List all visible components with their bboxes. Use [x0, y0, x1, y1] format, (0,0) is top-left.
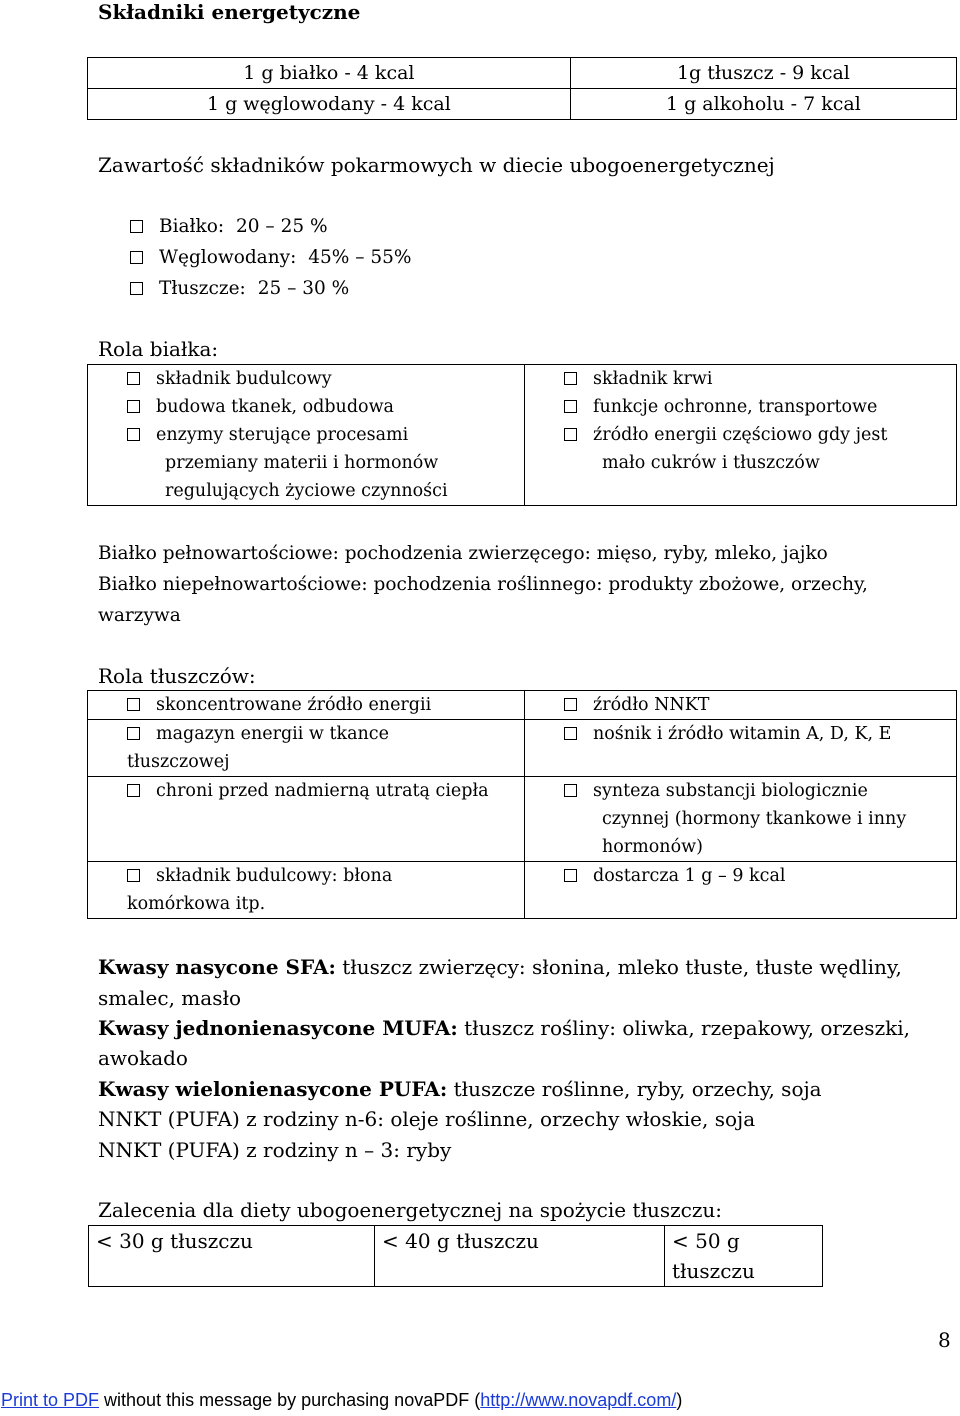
- acid-mufa: Kwasy jednonienasycone MUFA: tłuszcz rośliny: oliwka, rzepakowy, orzeszki,: [98, 1016, 910, 1040]
- energy-table: [87, 57, 957, 120]
- list-item: Tłuszcze: 25 – 30 %: [130, 277, 349, 301]
- acid-n3: NNKT (PUFA) z rodziny n – 3: ryby: [98, 1138, 452, 1162]
- table-cell: 1 g alkoholu - 7 kcal: [570, 89, 956, 120]
- table-row: [88, 777, 957, 862]
- checkbox-icon: [564, 784, 577, 797]
- checkbox-icon: [127, 727, 140, 740]
- print-to-pdf-link[interactable]: Print to PDF: [1, 1390, 100, 1410]
- table-cell: chroni przed nadmierną utratą ciepła: [88, 777, 525, 862]
- acid-sfa: Kwasy nasycone SFA: tłuszcz zwierzęcy: słonina, mleko tłuste, tłuste wędliny,: [98, 955, 902, 979]
- table-cell: < 40 g tłuszczu: [375, 1226, 665, 1287]
- protein-role-table: [87, 364, 957, 506]
- table-cell: synteza substancji biologicznie czynnej (hormony tkankowe i inny hormonów): [525, 777, 957, 862]
- limits-heading: Zalecenia dla diety ubogoenergetycznej na spożycie tłuszczu:: [98, 1198, 722, 1222]
- table-cell: składnik krwi funkcje ochronne, transportowe źródło energii częściowo gdy jest mało cukrów i tłuszczów: [525, 365, 957, 506]
- checkbox-icon: [564, 372, 577, 385]
- checkbox-icon: [127, 372, 140, 385]
- table-row: [88, 720, 957, 777]
- footer-notice: Print to PDF without this message by purchasing novaPDF (http://www.novapdf.com/): [1, 1390, 683, 1410]
- table-row: [88, 89, 957, 120]
- table-cell: < 30 g tłuszczu: [89, 1226, 375, 1287]
- list-item: Białko: 20 – 25 %: [130, 215, 328, 239]
- checkbox-icon: [130, 220, 143, 233]
- page-number: 8: [938, 1328, 951, 1352]
- table-cell: skoncentrowane źródło energii: [88, 691, 525, 720]
- table-cell: składnik budulcowy: błona komórkowa itp.: [88, 862, 525, 919]
- checkbox-icon: [564, 698, 577, 711]
- table-cell: < 50 g tłuszczu: [665, 1226, 823, 1287]
- checkbox-icon: [130, 251, 143, 264]
- table-cell: 1 g białko - 4 kcal: [88, 58, 571, 89]
- checkbox-icon: [564, 400, 577, 413]
- paragraph: Białko niepełnowartościowe: pochodzenia roślinnego: produkty zbożowe, orzechy,: [98, 574, 868, 595]
- paragraph: Białko pełnowartościowe: pochodzenia zwierzęcego: mięso, ryby, mleko, jajko: [98, 543, 828, 564]
- page-title: Składniki energetyczne: [98, 0, 361, 24]
- novapdf-link[interactable]: http://www.novapdf.com/: [480, 1390, 677, 1410]
- checkbox-icon: [127, 698, 140, 711]
- table-cell: 1 g węglowodany - 4 kcal: [88, 89, 571, 120]
- table-row: [88, 365, 957, 506]
- table-cell: dostarcza 1 g – 9 kcal: [525, 862, 957, 919]
- table-row: [88, 58, 957, 89]
- fat-role-table: [87, 690, 957, 919]
- checkbox-icon: [564, 727, 577, 740]
- table-cell: źródło NNKT: [525, 691, 957, 720]
- checkbox-icon: [127, 400, 140, 413]
- checkbox-icon: [564, 428, 577, 441]
- checkbox-icon: [127, 428, 140, 441]
- table-cell: składnik budulcowy budowa tkanek, odbudowa enzymy sterujące procesami przemiany materii i hormonów regulujących życiowe czynności: [88, 365, 525, 506]
- acid-n6: NNKT (PUFA) z rodziny n-6: oleje roślinne, orzechy włoskie, soja: [98, 1107, 756, 1131]
- table-cell: nośnik i źródło witamin A, D, K, E: [525, 720, 957, 777]
- checkbox-icon: [564, 869, 577, 882]
- paragraph: warzywa: [98, 605, 181, 626]
- table-row: [89, 1226, 823, 1287]
- acid-sfa-cont: smalec, masło: [98, 986, 241, 1010]
- fat-heading: Rola tłuszczów:: [98, 664, 256, 688]
- table-cell: 1g tłuszcz - 9 kcal: [570, 58, 956, 89]
- table-cell: magazyn energii w tkance tłuszczowej: [88, 720, 525, 777]
- acid-pufa: Kwasy wielonienasycone PUFA: tłuszcze roślinne, ryby, orzechy, soja: [98, 1077, 822, 1101]
- diet-heading: Zawartość składników pokarmowych w diecie ubogoenergetycznej: [98, 153, 775, 177]
- acid-mufa-cont: awokado: [98, 1046, 188, 1070]
- checkbox-icon: [127, 869, 140, 882]
- limits-table: [88, 1225, 823, 1287]
- table-row: [88, 691, 957, 720]
- protein-heading: Rola białka:: [98, 337, 219, 361]
- table-row: [88, 862, 957, 919]
- list-item: Węglowodany: 45% – 55%: [130, 246, 411, 270]
- checkbox-icon: [127, 784, 140, 797]
- checkbox-icon: [130, 282, 143, 295]
